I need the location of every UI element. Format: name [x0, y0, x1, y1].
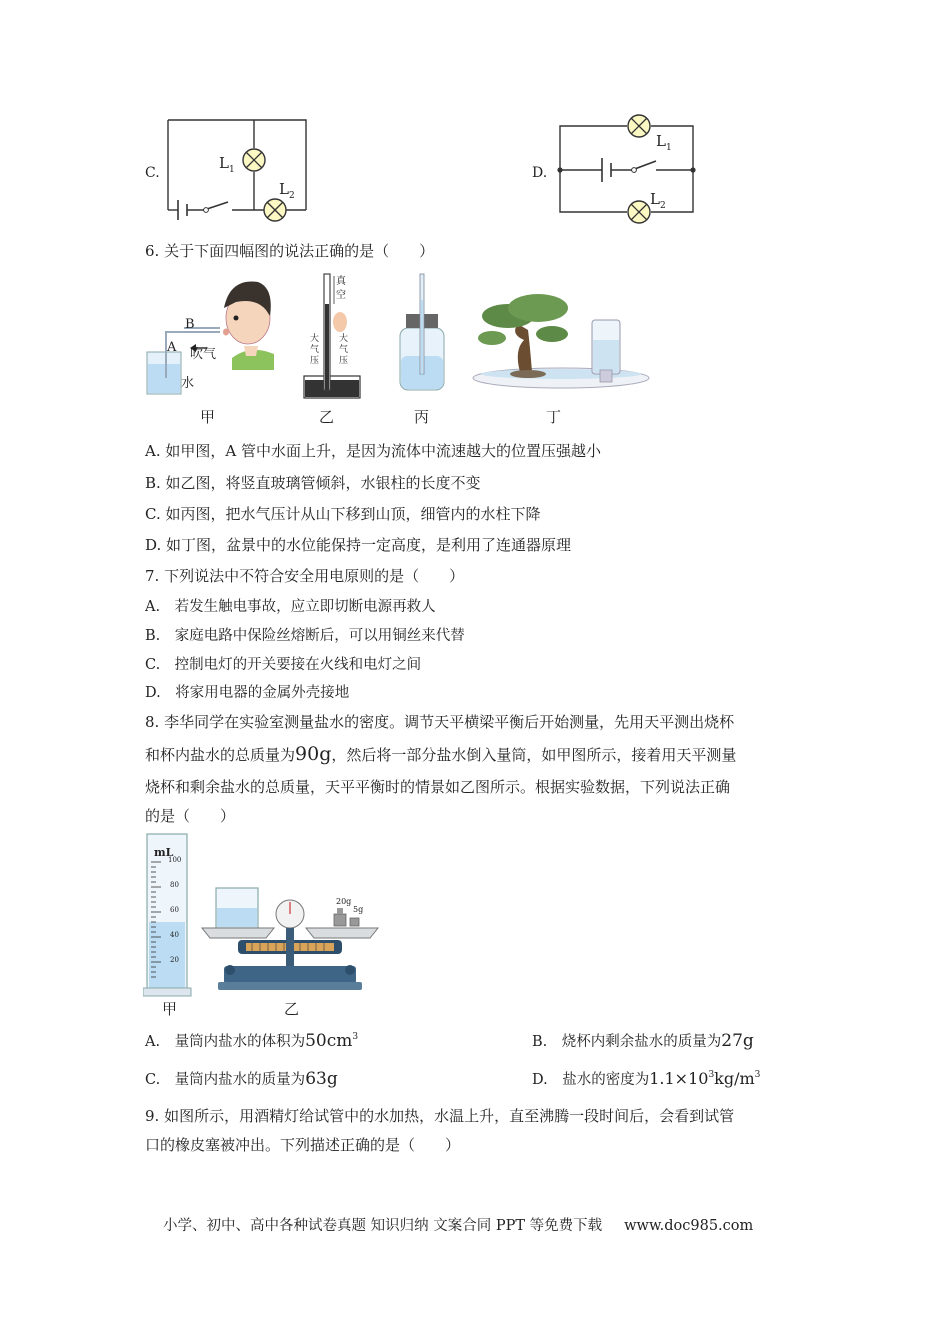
question-9-line-2: 口的橡皮塞被冲出。下列描述正确的是（ ）: [145, 1136, 461, 1154]
cylinder-tick-40: 40: [170, 931, 179, 939]
lamp-icon: [243, 149, 265, 171]
figure-label-jia: 甲: [200, 408, 216, 426]
q7-option-a: A. 若发生触电事故，应立即切断电源再救人: [145, 599, 436, 615]
label-b: B: [185, 317, 195, 332]
q6-option-a: A. 如甲图，A 管中水面上升，是因为流体中流速越大的位置压强越小: [145, 442, 601, 460]
question-6-stem: 6. 关于下面四幅图的说法正确的是（ ）: [145, 242, 435, 260]
circuit-diagram-c: [160, 112, 320, 224]
cylinder-unit: mL: [154, 846, 174, 859]
page-footer: [163, 1214, 753, 1235]
figure-jia-blowing: [140, 268, 280, 400]
q7-option-d: D. 将家用电器的金属外壳接地: [145, 685, 350, 701]
label-blow: 吹气: [190, 347, 217, 362]
lamp-label-l2: $L_2$: [650, 190, 666, 211]
figure-label-bing: 丙: [414, 408, 430, 426]
option-d-label: D.: [532, 165, 548, 181]
question-9-line-1: 9. 如图所示，用酒精灯给试管中的水加热，水温上升，直至沸腾一段时间后，会看到试管: [145, 1107, 735, 1125]
q7-option-b: B. 家庭电路中保险丝熔断后，可以用铜丝来代替: [145, 628, 465, 644]
lamp-icon: [264, 199, 286, 221]
figure-ding-bonsai: [468, 290, 654, 396]
q6-option-c: C. 如丙图，把水气压计从山下移到山顶，细管内的水柱下降: [145, 505, 541, 523]
figure-label-yi: 乙: [319, 408, 335, 426]
q8-option-d: D. 盐水的密度为$1.1\times 10^3kg/m^3$: [532, 1069, 761, 1088]
question-7-stem: 7. 下列说法中不符合安全用电原则的是（ ）: [145, 567, 465, 585]
circuit-diagram-d: [552, 112, 702, 224]
lamp-label-l1: $L_1$: [219, 154, 235, 175]
figure-label-yi: 乙: [284, 1000, 300, 1018]
figure-bing-barometer: [392, 270, 452, 400]
cylinder-tick-100: 100: [168, 856, 182, 864]
lamp-icon: [628, 201, 650, 223]
question-8-line-3: 烧杯和剩余盐水的总质量，天平平衡时的情景如乙图所示。根据实验数据，下列说法正确: [145, 778, 731, 796]
lamp-label-l1: $L_1$: [656, 132, 672, 153]
q7-option-c: C. 控制电灯的开关要接在火线和电灯之间: [145, 657, 422, 673]
label-vacuum-1: 真: [336, 276, 346, 287]
weight-label-5g: 5g: [353, 905, 364, 914]
label-vacuum-2: 空: [336, 290, 346, 301]
figure-balance: [200, 882, 380, 994]
q8-option-c: C. 量筒内盐水的质量为63g: [145, 1069, 338, 1089]
lamp-label-l2: $L_2$: [279, 180, 295, 201]
option-c-label: C.: [145, 165, 160, 181]
cylinder-tick-80: 80: [170, 881, 179, 889]
q8-option-b: B. 烧杯内剩余盐水的质量为27g: [532, 1031, 754, 1051]
footer-url[interactable]: www.doc985.com: [624, 1218, 754, 1234]
label-water: 水: [181, 376, 195, 391]
cylinder-tick-20: 20: [170, 956, 179, 964]
question-8-line-4: 的是（ ）: [145, 807, 236, 825]
weight-label-20g: 20g: [336, 897, 352, 906]
figure-label-jia: 甲: [162, 1000, 178, 1018]
cylinder-tick-60: 60: [170, 906, 179, 914]
label-a: A: [167, 340, 177, 355]
figure-label-ding: 丁: [546, 408, 562, 426]
lamp-icon: [628, 115, 650, 137]
label-atm-left: 大气压: [310, 334, 320, 366]
question-8-line-2: 和杯内盐水的总质量为90g，然后将一部分盐水倒入量筒，如甲图所示，接着用天平测量: [145, 743, 737, 765]
q6-option-d: D. 如丁图，盆景中的水位能保持一定高度，是利用了连通器原理: [145, 536, 572, 554]
question-8-line-1: 8. 李华同学在实验室测量盐水的密度。调节天平横梁平衡后开始测量，先用天平测出烧杯: [145, 713, 735, 731]
q8-option-a: A. 量筒内盐水的体积为$50cm^3$: [145, 1031, 359, 1051]
label-atm-right: 大气压: [339, 334, 349, 366]
footer-text: 小学、初中、高中各种试卷真题 知识归纳 文案合同 PPT 等免费下载: [163, 1218, 603, 1234]
q6-option-b: B. 如乙图，将竖直玻璃管倾斜，水银柱的长度不变: [145, 474, 481, 492]
